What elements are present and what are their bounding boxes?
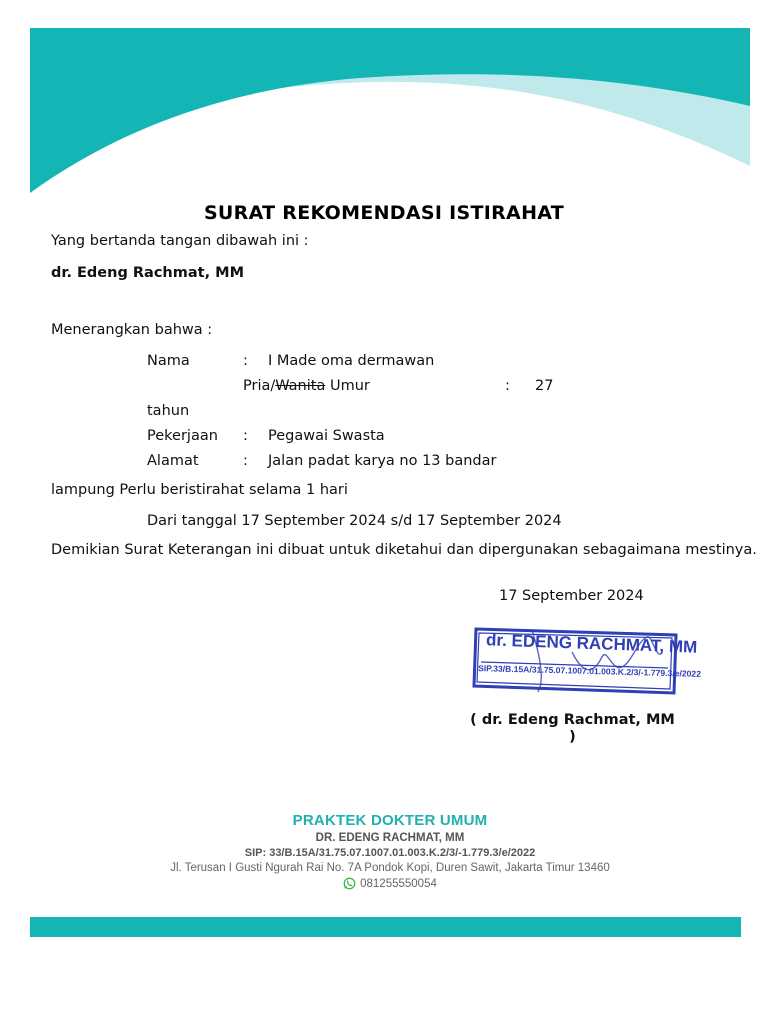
whatsapp-icon: [343, 877, 356, 890]
sign-date: 17 September 2024: [499, 588, 644, 604]
address-value: Jalan padat karya no 13 bandar: [268, 453, 497, 469]
age-unit: tahun: [147, 403, 190, 419]
job-value: Pegawai Swasta: [268, 428, 385, 444]
name-label: Nama: [147, 353, 190, 369]
closing-text: Demikian Surat Keterangan ini dibuat untuk diketahui dan dipergunakan sebagaimana mestinya.: [51, 542, 757, 558]
job-separator: :: [243, 428, 248, 444]
rest-sentence: lampung Perlu beristirahat selama 1 hari: [51, 482, 348, 498]
footer-letterhead: [150, 812, 630, 890]
document-title: SURAT REKOMENDASI ISTIRAHAT: [203, 202, 565, 224]
footer-phone-row: [150, 877, 630, 890]
intro-text: Yang bertanda tangan dibawah ini :: [51, 233, 309, 249]
job-label: Pekerjaan: [147, 428, 218, 444]
gender-male: Pria/: [243, 378, 276, 394]
stamp-sip: SIP.33/B.15A/31.75.07.1007.01.003.K.2/3/-1.779.3/e/2022: [477, 663, 702, 679]
date-range: Dari tanggal 17 September 2024 s/d 17 September 2024: [147, 513, 562, 529]
stamp-name: dr. EDENG RACHMAT, MM: [485, 630, 698, 657]
footer-title: PRAKTEK DOKTER UMUM: [292, 812, 488, 829]
doctor-name: dr. Edeng Rachmat, MM: [51, 265, 244, 281]
age-label: Umur: [329, 378, 370, 394]
footer-doctor-name: DR. EDENG RACHMAT, MM: [315, 832, 465, 844]
age-separator: :: [505, 378, 510, 394]
gender-age-line: [243, 378, 370, 394]
address-separator: :: [243, 453, 248, 469]
signer-name: ( dr. Edeng Rachmat, MM ): [470, 712, 675, 745]
age-value: 27: [535, 378, 554, 394]
name-value: I Made oma dermawan: [268, 353, 435, 369]
footer-sip: SIP: 33/B.15A/31.75.07.1007.01.003.K.2/3/-1.779.3/e/2022: [244, 847, 536, 859]
explains-text: Menerangkan bahwa :: [51, 322, 213, 338]
footer-address: Jl. Terusan I Gusti Ngurah Rai No. 7A Pondok Kopi, Duren Sawit, Jakarta Timur 13460: [170, 862, 610, 874]
name-separator: :: [243, 353, 248, 369]
gender-female: Wanita: [275, 378, 326, 394]
address-label: Alamat: [147, 453, 199, 469]
footer-phone: 081255550054: [360, 877, 437, 890]
header-wave-graphic: [30, 28, 750, 198]
footer-bar: [30, 917, 741, 937]
